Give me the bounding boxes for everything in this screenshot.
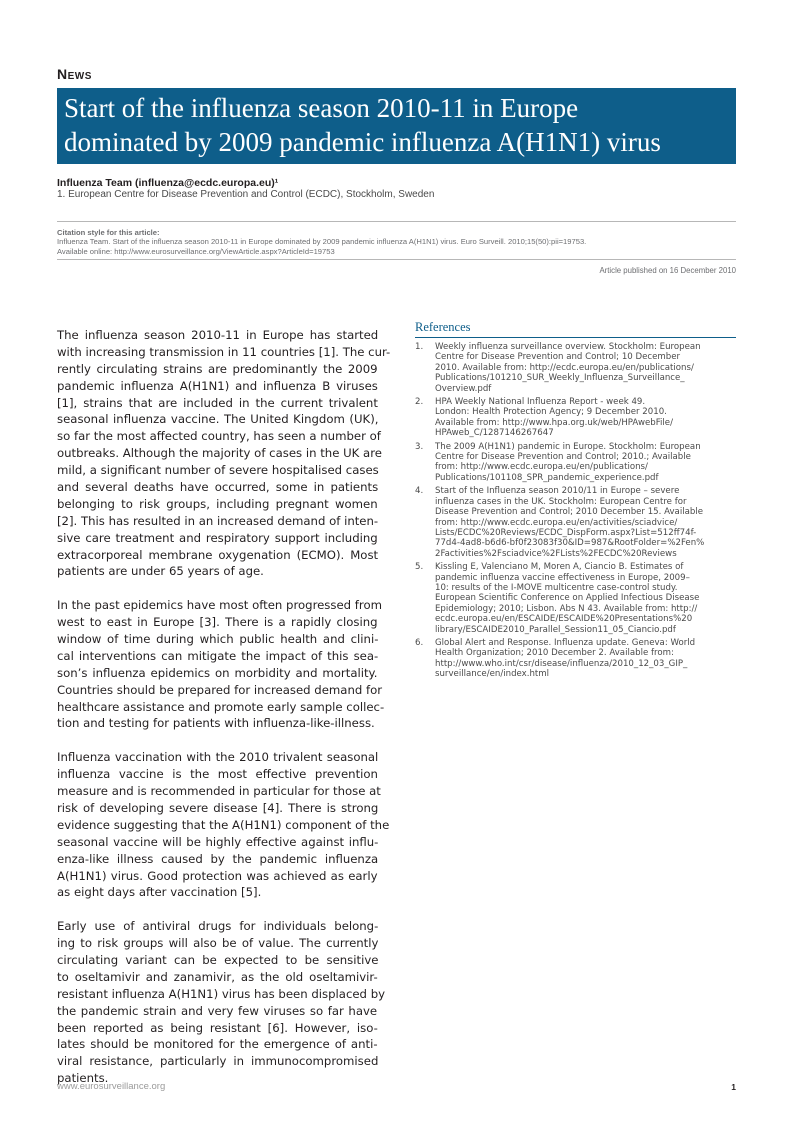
authors: Influenza Team (influenza@ecdc.europa.eu)¹ <box>57 177 279 189</box>
body-line: outbreaks. Although the majority of cases in the UK are <box>57 446 382 461</box>
reference-item <box>415 342 736 394</box>
reference-line: Centre for Disease Prevention and Control; 2010.; Available <box>435 452 691 463</box>
citation-text: Influenza Team. Start of the influenza season 2010-11 in Europe dominated by 2009 pandemic influenza A(H1N1) virus. Euro Surveill. 2010;15(50):pii=19753. <box>57 237 587 247</box>
reference-line: Weekly influenza surveillance overview. Stockholm: European <box>435 342 701 352</box>
reference-line: Overview.pdf <box>435 383 492 394</box>
citation-label: Citation style for this article: <box>57 228 160 237</box>
body-line: lates should be monitored for the emergence of anti- <box>57 1037 378 1052</box>
article-title-line-1: Start of the influenza season 2010-11 in Europe <box>64 93 579 123</box>
body-line: [2]. This has resulted in an increased demand of inten- <box>57 513 379 528</box>
body-line: A(H1N1) virus. Good protection was achieved as early <box>57 868 378 883</box>
citation-block <box>57 228 736 256</box>
article-title-line-2: dominated by 2009 pandemic influenza A(H1N1) virus <box>64 127 661 157</box>
article-body <box>57 327 391 1087</box>
paragraph-gap <box>57 580 378 597</box>
reference-item <box>415 397 736 439</box>
body-line: resistant influenza A(H1N1) virus has been displaced by <box>57 986 386 1001</box>
body-line: extracorporeal membrane oxygenation (ECMO). Most <box>57 547 379 562</box>
body-line: rently circulating strains are predominantly the 2009 <box>57 361 378 376</box>
body-line: viral resistance, particularly in immunocompromised <box>57 1054 379 1069</box>
references-heading: References <box>415 320 736 338</box>
article-title-band <box>57 88 736 164</box>
divider-top <box>57 221 736 222</box>
reference-line: 10: results of the I-MOVE multicentre case-control study. <box>435 582 678 593</box>
reference-line: Epidemiology; 2010; Lisbon. Abs N 43. Available from: http:// <box>435 603 698 614</box>
body-line: son’s influenza epidemics on morbidity and mortality. <box>57 665 378 680</box>
reference-line: Centre for Disease Prevention and Control; 10 December <box>435 352 681 363</box>
body-line: window of time during which public health and clini- <box>57 632 379 647</box>
reference-line: 2Factivities%2Fsciadvice%2FLists%2FECDC%20Reviews <box>435 548 677 559</box>
page-number: 1 <box>731 1082 736 1092</box>
body-line: the pandemic strain and very few viruses so far have <box>57 1003 378 1018</box>
reference-number: 4. <box>415 486 424 497</box>
body-line: so far the most affected country, has seen a number of <box>57 429 381 444</box>
section-label: News <box>57 66 92 82</box>
reference-line: Lists/ECDC%20Reviews/ECDC_DispForm.aspx?List=512ff74f- <box>435 527 697 538</box>
body-line: patients are under 65 years of age. <box>57 564 264 579</box>
body-line: and several deaths have occurred, some in patients <box>57 480 379 495</box>
reference-line: library/ESCAIDE2010_Parallel_Session11_05_Ciancio.pdf <box>435 624 676 635</box>
body-line: been reported as being resistant [6]. However, iso- <box>57 1020 378 1035</box>
reference-line: ecdc.europa.eu/en/ESCAIDE/ESCAIDE%20Presentations%20 <box>435 614 693 625</box>
body-line: [1], strains that are included in the current trivalent <box>57 395 378 410</box>
reference-line: Publications/101210_SUR_Weekly_Influenza_Surveillance_ <box>435 373 685 384</box>
reference-number: 2. <box>415 397 424 408</box>
body-line: enza-like illness caused by the pandemic influenza <box>57 851 379 866</box>
reference-line: http://www.who.int/csr/disease/influenza/2010_12_03_GIP_ <box>435 658 688 669</box>
body-line: to oseltamivir and zanamivir, as the old oseltamivir- <box>57 969 378 984</box>
reference-item <box>415 638 736 680</box>
body-line: Early use of antiviral drugs for individuals belong- <box>57 919 379 934</box>
reference-line: from: http://www.ecdc.europa.eu/en/activities/sciadvice/ <box>435 517 678 528</box>
body-line: healthcare assistance and promote early sample collec- <box>57 699 385 714</box>
body-line: evidence suggesting that the A(H1N1) component of the <box>57 817 390 832</box>
body-line: The influenza season 2010-11 in Europe has started <box>57 328 379 342</box>
reference-line: Disease Prevention and Control; 2010 December 15. Available <box>435 507 703 518</box>
reference-item <box>415 562 736 635</box>
references-section <box>415 320 736 683</box>
citation-link[interactable]: Available online: http://www.eurosurveillance.org/ViewArticle.aspx?ArticleId=19753 <box>57 246 335 256</box>
references-list <box>415 342 736 680</box>
reference-number: 3. <box>415 441 424 452</box>
divider-bottom <box>57 259 736 260</box>
body-line: west to east in Europe [3]. There is a rapidly closing <box>57 615 378 630</box>
reference-line: HPAweb_C/1287146267647 <box>435 428 554 439</box>
body-line: with increasing transmission in 11 countries [1]. The cur- <box>57 344 391 359</box>
body-line: circulating variant can be expected to be sensitive <box>57 952 379 967</box>
body-line: seasonal influenza vaccine. The United Kingdom (UK), <box>57 412 379 427</box>
reference-line: The 2009 A(H1N1) pandemic in Europe. Stockholm: European <box>435 441 701 452</box>
paragraph-gap <box>57 901 378 918</box>
reference-line: HPA Weekly National Influenza Report - week 49. <box>435 397 646 408</box>
body-line: cal interventions can mitigate the impact of this sea- <box>57 648 379 663</box>
paragraph-gap <box>57 732 378 749</box>
body-line: sive care treatment and respiratory support including <box>57 530 378 545</box>
affiliation: 1. European Centre for Disease Prevention and Control (ECDC), Stockholm, Sweden <box>57 189 435 200</box>
reference-line: pandemic influenza vaccine effectiveness in Europe, 2009– <box>435 572 690 583</box>
reference-item <box>415 486 736 559</box>
footer-url[interactable]: www.eurosurveillance.org <box>57 1081 166 1092</box>
published-date: Article published on 16 December 2010 <box>599 266 736 275</box>
reference-line: from: http://www.ecdc.europa.eu/en/publications/ <box>435 462 648 473</box>
reference-line: 77d4-4ad8-b6d6-bf0f23083f30&ID=987&RootFolder=%2Fen% <box>435 538 705 549</box>
reference-line: Health Organization; 2010 December 2. Available from: <box>435 648 674 659</box>
reference-number: 6. <box>415 637 424 648</box>
reference-number: 1. <box>415 342 424 352</box>
body-line: In the past epidemics have most often progressed from <box>57 598 383 613</box>
reference-item <box>415 442 736 484</box>
reference-line: 2010. Available from: http://ecdc.europa.eu/en/publications/ <box>435 362 694 373</box>
body-line: tion and testing for patients with influenza-like-illness. <box>57 716 375 731</box>
reference-line: London: Health Protection Agency; 9 December 2010. <box>435 407 667 418</box>
body-line: influenza vaccine is the most effective prevention <box>57 767 378 782</box>
reference-line: Start of the Influenza season 2010/11 in Europe – severe <box>435 486 680 497</box>
body-line: patients. <box>57 1071 109 1086</box>
reference-line: Publications/101108_SPR_pandemic_experience.pdf <box>435 472 659 483</box>
reference-line: European Scientific Conference on Applied Infectious Disease <box>435 593 700 604</box>
reference-line: Available from: http://www.hpa.org.uk/web/HPAwebFile/ <box>435 417 673 428</box>
body-line: Countries should be prepared for increased demand for <box>57 682 383 697</box>
body-line: as eight days after vaccination [5]. <box>57 885 262 900</box>
body-line: risk of developing severe disease [4]. There is strong <box>57 800 379 815</box>
body-line: seasonal vaccine will be highly effective against influ- <box>57 834 379 849</box>
body-line: mild, a significant number of severe hospitalised cases <box>57 463 379 478</box>
body-line: Influenza vaccination with the 2010 trivalent seasonal <box>57 750 379 765</box>
reference-number: 5. <box>415 562 424 573</box>
body-line: ing to risk groups will also be of value. The currently <box>57 936 379 951</box>
reference-line: surveillance/en/index.html <box>435 669 550 680</box>
body-line: belonging to risk groups, including pregnant women <box>57 496 378 511</box>
body-line: pandemic influenza A(H1N1) and influenza B viruses <box>57 378 378 393</box>
reference-line: influenza cases in the UK. Stockholm: European Centre for <box>435 496 687 507</box>
reference-line: Kissling E, Valenciano M, Moren A, Ciancio B. Estimates of <box>435 562 684 573</box>
body-line: measure and is recommended in particular for those at <box>57 784 381 799</box>
reference-line: Global Alert and Response. Influenza update. Geneva: World <box>435 637 696 648</box>
